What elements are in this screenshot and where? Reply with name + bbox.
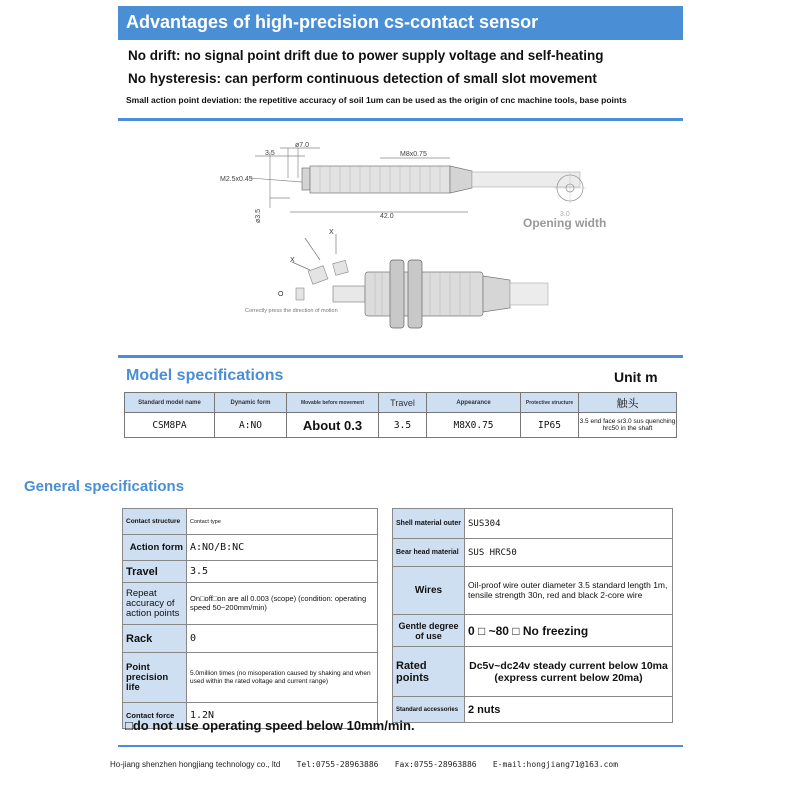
dim-phi35: ø3.5 — [255, 208, 262, 223]
speed-notice: □do not use operating speed below 10mm/min. — [125, 718, 415, 733]
table-row — [123, 625, 378, 653]
divider-top — [118, 118, 683, 121]
header-protective: Protective structure — [521, 393, 579, 413]
value-wires: Oil-proof wire outer diameter 3.5 standard length 1m, tensile strength 30n, red and black 2-core wire — [465, 567, 673, 615]
dim-length: 42.0 — [380, 213, 394, 220]
motion-x-label-top: X — [329, 229, 334, 236]
label-contact-force: Contact force — [123, 703, 187, 729]
label-repeat-accuracy: Repeat accuracy of action points — [123, 583, 187, 625]
label-travel: Travel — [123, 561, 187, 583]
advantage-no-drift: No drift: no signal point drift due to power supply voltage and self-heating — [128, 48, 604, 63]
general-spec-title: General specifications — [24, 478, 185, 495]
header-title: Advantages of high-precision cs-contact sensor — [126, 12, 539, 32]
label-action-form: Action form — [123, 535, 187, 561]
advantage-no-hysteresis: No hysteresis: can perform continuous detection of small slot movement — [128, 71, 597, 86]
header-appearance: Appearance — [427, 393, 521, 413]
dim-d35: 3.5 — [265, 150, 275, 157]
header-contact-head: 触头 — [579, 393, 677, 413]
footer-email: E-mail:hongjiang71@163.com — [492, 760, 619, 769]
table-row — [393, 567, 673, 615]
header-dynamic-form: Dynamic form — [215, 393, 287, 413]
header-movable: Movable before movement — [287, 393, 379, 413]
cell-contact-head: 3.5 end face sr3.0 sus quenching hrc50 in the shaft — [579, 413, 677, 438]
model-spec-table — [124, 392, 677, 438]
header-banner — [118, 6, 683, 40]
value-action-form: A:NO/B:NC — [187, 535, 378, 561]
cell-appearance: M8X0.75 — [427, 413, 521, 438]
motion-o-label: O — [278, 291, 284, 298]
general-spec-table-left — [122, 508, 378, 729]
value-repeat-accuracy: On□off□on are all 0.003 (scope) (condition: operating speed 50~200mm/min) — [187, 583, 378, 625]
table-row — [393, 539, 673, 567]
sensor-technical-drawing — [210, 138, 590, 348]
value-standard-accessories: 2 nuts — [465, 697, 673, 723]
table-row — [123, 583, 378, 625]
cell-dynamic-form: A:NO — [215, 413, 287, 438]
label-use-temperature: Gentle degree of use — [393, 615, 465, 647]
label-wires: Wires — [393, 567, 465, 615]
label-point-precision-life: Point precision life — [123, 653, 187, 703]
dim-opening-value: 3.0 — [560, 211, 570, 218]
dim-d70: ø7.0 — [295, 142, 310, 149]
label-bear-head-material: Bear head material — [393, 539, 465, 567]
cell-travel: 3.5 — [379, 413, 427, 438]
dim-thread: M8x0.75 — [400, 151, 427, 158]
cell-protective: IP65 — [521, 413, 579, 438]
value-contact-structure: Contact type — [187, 509, 378, 535]
label-rated-points: Rated points — [393, 647, 465, 697]
footer-company: Ho-jiang shenzhen hongjiang technology co., ltd — [110, 760, 281, 769]
direction-caption: Correctly press the direction of motion — [245, 308, 338, 314]
model-spec-title: Model specifications — [126, 367, 284, 384]
header-travel: Travel — [379, 393, 427, 413]
value-travel: 3.5 — [187, 561, 378, 583]
label-rack: Rack — [123, 625, 187, 653]
cell-model-name: CSM8PA — [125, 413, 215, 438]
value-point-precision-life: 5.0million times (no misoperation caused by shaking and when used within the rated voltage and current range) — [187, 653, 378, 703]
advantage-small-deviation: Small action point deviation: the repetitive accuracy of soil 1um can be used as the origin of cnc machine tools, base points — [126, 95, 627, 105]
model-header-row — [125, 393, 677, 413]
motion-x-label-side: X — [290, 257, 295, 264]
footer-fax: Fax:0755-28963886 — [394, 760, 477, 769]
table-row — [393, 615, 673, 647]
table-row — [393, 697, 673, 723]
unit-label: Unit m — [614, 369, 658, 385]
table-row — [393, 647, 673, 697]
dim-m25: M2.5x0.45 — [220, 176, 253, 183]
table-row — [123, 561, 378, 583]
divider-middle — [118, 355, 683, 358]
table-row — [123, 509, 378, 535]
label-shell-material: Shell material outer — [393, 509, 465, 539]
value-contact-force: 1.2N — [187, 703, 378, 729]
general-spec-table-right — [392, 508, 673, 723]
table-row — [123, 653, 378, 703]
value-rack: 0 — [187, 625, 378, 653]
table-row — [123, 535, 378, 561]
header-standard-model: Standard model name — [125, 393, 215, 413]
label-contact-structure: Contact structure — [123, 509, 187, 535]
opening-width-label: Opening width — [523, 216, 607, 230]
label-standard-accessories: Standard accessories — [393, 697, 465, 723]
cell-movable: About 0.3 — [287, 413, 379, 438]
footer — [110, 760, 632, 769]
value-rated-points: Dc5v~dc24v steady current below 10ma (express current below 20ma) — [465, 647, 673, 697]
footer-tel: Tel:0755-28963886 — [296, 760, 379, 769]
divider-bottom — [118, 745, 683, 747]
model-data-row — [125, 413, 677, 438]
value-bear-head-material: SUS HRC50 — [465, 539, 673, 567]
table-row — [393, 509, 673, 539]
value-use-temperature: 0 □ ~80 □ No freezing — [465, 615, 673, 647]
value-shell-material: SUS304 — [465, 509, 673, 539]
